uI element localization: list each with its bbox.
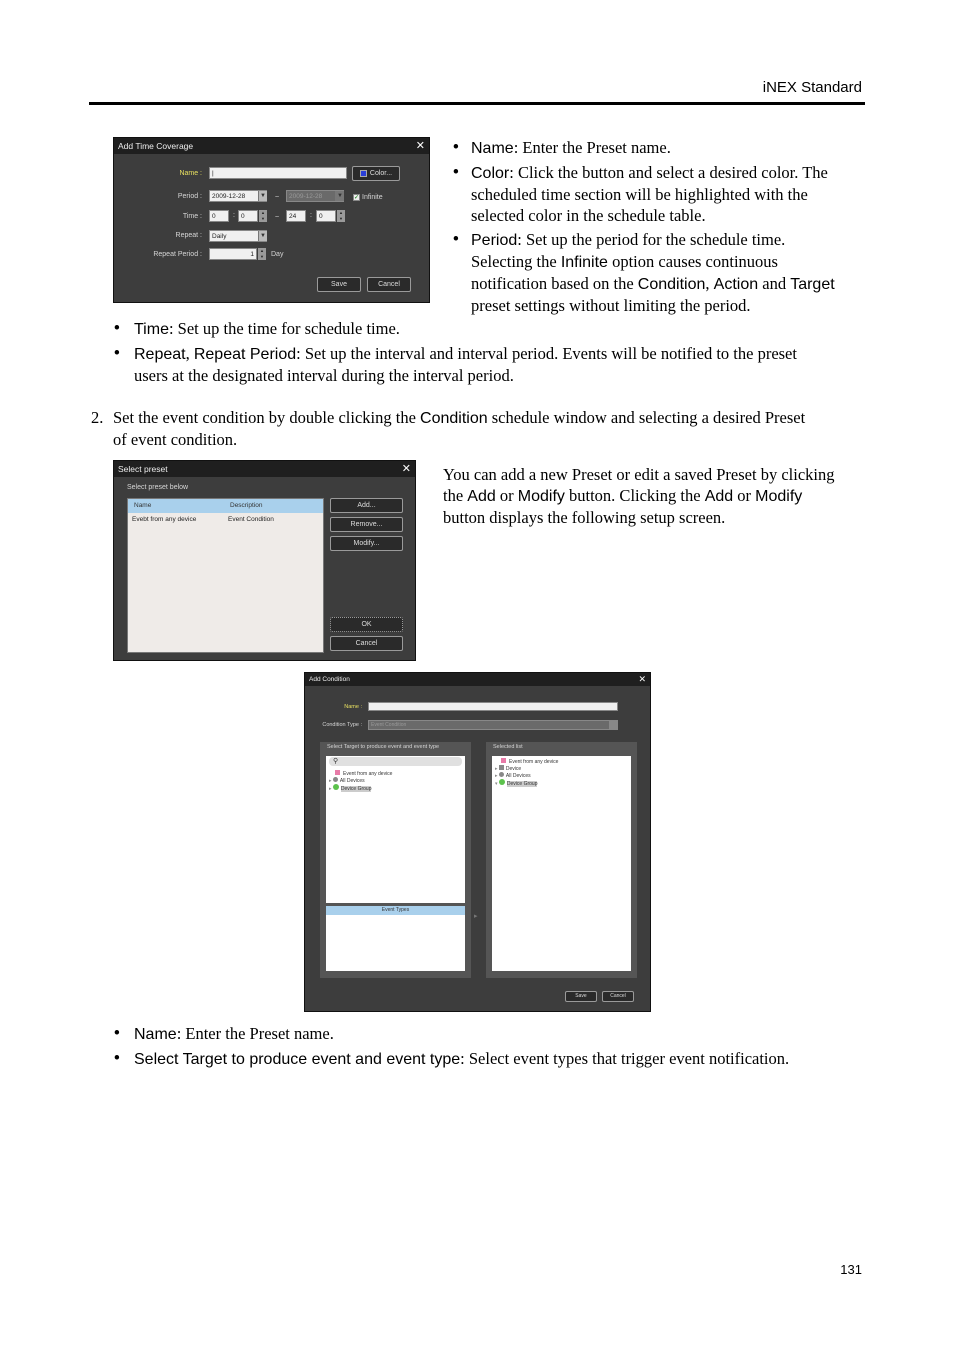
bullet-term: Time xyxy=(134,321,169,338)
device-icon xyxy=(499,765,504,770)
spinner-icon[interactable]: ▲ ▼ xyxy=(258,248,266,260)
preset-list-header xyxy=(128,499,323,513)
bullet-term: Name xyxy=(471,140,514,157)
bullet-text: : Select event types that trigger event notification. xyxy=(460,1049,790,1068)
tree-item-device[interactable] xyxy=(495,765,521,772)
ok-button[interactable]: OK xyxy=(330,617,403,632)
spinner-icon[interactable]: ▲ ▼ xyxy=(259,210,267,222)
col-desc-header[interactable]: Description xyxy=(230,502,263,509)
expand-icon[interactable]: ▸ xyxy=(495,773,499,779)
tree-label: Event from any device xyxy=(509,759,559,765)
cancel-button[interactable]: Cancel xyxy=(367,277,411,292)
chevron-down-icon[interactable]: ▼ xyxy=(335,191,344,201)
infinite-checkbox[interactable]: ✓ xyxy=(354,195,360,201)
bullet-text: option causes continuous xyxy=(607,252,778,271)
preset-row-desc[interactable]: Event Condition xyxy=(228,516,274,523)
time-tilde: ~ xyxy=(274,214,280,221)
time-end-hour[interactable]: 24 xyxy=(286,210,306,222)
expand-icon[interactable]: ▸ xyxy=(495,766,499,772)
step-text: of event condition. xyxy=(113,430,238,449)
spinner-icon[interactable]: ▲ ▼ xyxy=(337,210,345,222)
bullet-text: notification based on the xyxy=(471,274,638,293)
add-time-coverage-dialog xyxy=(113,137,430,303)
bullet-select-target xyxy=(114,1048,790,1070)
modify-button[interactable]: Modify... xyxy=(330,536,403,551)
period-tilde: ~ xyxy=(274,194,280,201)
step-2-text xyxy=(113,407,865,450)
bullet-text: preset settings without limiting the period. xyxy=(471,296,751,315)
time-start-minute[interactable]: 0 xyxy=(238,210,258,222)
cancel-button[interactable]: Cancel xyxy=(330,636,403,651)
color-swatch-icon xyxy=(360,170,367,177)
event-icon xyxy=(335,770,340,775)
name-input[interactable]: | xyxy=(209,167,347,179)
time-end-minute[interactable]: 0 xyxy=(316,210,336,222)
keyword: Modify xyxy=(755,488,803,505)
group-icon xyxy=(499,779,505,785)
selected-tree[interactable] xyxy=(492,756,631,971)
expand-icon[interactable]: ▸ xyxy=(329,786,333,792)
bullet-term: Color xyxy=(471,165,510,182)
bullet-text: users at the designated interval during the interval period. xyxy=(134,366,514,385)
bullet-dot: • xyxy=(453,163,459,181)
event-types-list[interactable] xyxy=(326,906,465,971)
bullet-text: selected color in the schedule table. xyxy=(471,206,706,225)
search-icon: ⚲ xyxy=(333,758,339,765)
name-label: Name : xyxy=(344,704,362,710)
dialog-title: Select preset xyxy=(114,461,415,477)
tree-label: Device xyxy=(505,766,522,772)
tree-label: All Devices xyxy=(339,778,365,784)
bullet-color xyxy=(453,162,865,226)
close-icon[interactable]: ✕ xyxy=(638,674,646,684)
bullet-term: Name xyxy=(134,1026,177,1043)
side-text: You can add a new Preset or edit a saved Preset by clicking xyxy=(443,465,835,484)
side-text: or xyxy=(495,486,518,505)
add-condition-dialog xyxy=(304,672,651,1012)
bullet-repeat xyxy=(114,343,866,386)
condition-type-select[interactable]: Event Condition xyxy=(368,720,618,730)
side-text: the xyxy=(443,486,468,505)
arrow-right-icon[interactable]: ▸ xyxy=(474,913,478,920)
cancel-button[interactable]: Cancel xyxy=(602,991,634,1002)
color-button-label: Color... xyxy=(369,170,393,177)
keyword: Target xyxy=(790,276,835,293)
keyword: Condition xyxy=(637,276,706,293)
col-name-header[interactable]: Name xyxy=(134,502,152,509)
tree-label: Device Group xyxy=(340,786,372,792)
color-button[interactable] xyxy=(352,166,400,181)
bullet-text: , xyxy=(705,274,714,293)
tree-item-all-devices[interactable] xyxy=(495,772,531,779)
save-button[interactable]: Save xyxy=(565,991,597,1002)
group-icon xyxy=(333,784,339,790)
header-title: iNEX Standard xyxy=(762,79,862,96)
repeat-label: Repeat : xyxy=(175,232,202,239)
preset-list[interactable] xyxy=(127,498,324,653)
keyword: Action xyxy=(713,276,759,293)
tree-label: Device Group xyxy=(506,781,538,787)
dialog-title: Add Condition xyxy=(305,673,650,686)
event-types-header: Event Types xyxy=(326,906,465,915)
save-button[interactable]: Save xyxy=(317,277,361,292)
period-end-input[interactable]: 2009-12-28 xyxy=(286,190,344,202)
bullet-term: Period xyxy=(471,232,518,249)
tree-item-device-group[interactable] xyxy=(329,784,371,792)
step-text: schedule window and selecting a desired Preset xyxy=(487,408,806,427)
tree-item-device-group[interactable] xyxy=(495,779,537,787)
expand-icon[interactable]: ▸ xyxy=(329,778,333,784)
selected-panel xyxy=(486,742,637,978)
bullet-text: : Enter the Preset name. xyxy=(513,138,671,157)
side-text: button displays the following setup screen. xyxy=(443,508,726,527)
time-start-hour[interactable]: 0 xyxy=(209,210,229,222)
day-label: Day xyxy=(271,251,284,258)
target-panel xyxy=(320,742,471,978)
page-number: 131 xyxy=(840,1262,862,1277)
devices-icon xyxy=(333,777,338,782)
period-start-input[interactable]: 2009-12-28 xyxy=(209,190,267,202)
collapse-icon[interactable]: ▾ xyxy=(495,781,499,787)
add-button[interactable]: Add... xyxy=(330,498,403,513)
close-icon[interactable]: ✕ xyxy=(401,463,411,475)
time-label: Time : xyxy=(182,213,202,220)
bullet-text: scheduled time section will be highlighted with the xyxy=(471,185,808,204)
event-icon xyxy=(501,758,506,763)
bullet-text: : Set up the period for the schedule time. xyxy=(517,230,786,249)
bullet-text: , xyxy=(185,344,194,363)
infinite-label: Infinite xyxy=(362,194,383,201)
repeat-select[interactable]: Daily xyxy=(209,230,267,242)
select-preset-dialog xyxy=(113,460,416,661)
keyword: Add xyxy=(704,488,734,505)
bullet-dot: • xyxy=(114,344,120,362)
chevron-down-icon[interactable]: ▼ xyxy=(258,231,267,241)
name-input[interactable] xyxy=(368,702,618,711)
bullet-text: : Enter the Preset name. xyxy=(176,1024,334,1043)
bullet-period xyxy=(453,229,865,316)
bullet-dot: • xyxy=(114,1024,120,1042)
step-text: Set the event condition by double clicking the xyxy=(113,408,421,427)
bullet-text: : Set up the interval and interval period. Events will be notified to the preset xyxy=(296,344,797,363)
bullet-name-2 xyxy=(114,1023,334,1045)
bullet-time xyxy=(114,318,400,340)
tree-item-event[interactable] xyxy=(335,770,392,777)
tree-item-event[interactable] xyxy=(501,758,558,765)
keyword: Condition xyxy=(420,410,488,427)
bullet-text: and xyxy=(758,274,791,293)
header-rule xyxy=(89,102,865,105)
bullet-text: Selecting the xyxy=(471,252,561,271)
bullet-term: Select Target to produce event and event type xyxy=(134,1051,461,1068)
step-2-number: 2. xyxy=(91,408,104,427)
chevron-down-icon[interactable] xyxy=(609,721,618,729)
side-paragraph xyxy=(443,464,867,528)
time-colon: : xyxy=(310,212,312,219)
chevron-down-icon[interactable]: ▼ xyxy=(258,191,267,201)
bullet-term: Repeat Period xyxy=(193,346,297,363)
target-panel-title: Select Target to produce event and event type xyxy=(327,744,440,750)
close-icon[interactable]: ✕ xyxy=(415,140,425,152)
tree-search-input[interactable] xyxy=(329,757,462,766)
preset-row-name[interactable]: Evebt from any device xyxy=(132,516,197,523)
tree-item-all-devices[interactable] xyxy=(329,777,365,784)
keyword: Add xyxy=(467,488,496,505)
condition-type-label: Condition Type : xyxy=(322,722,362,728)
keyword: Modify xyxy=(517,488,565,505)
remove-button[interactable]: Remove... xyxy=(330,517,403,532)
target-tree[interactable] xyxy=(326,756,465,903)
bullet-dot: • xyxy=(114,319,120,337)
keyword: Infinite xyxy=(560,254,608,271)
bullet-term: Repeat xyxy=(134,346,186,363)
bullet-name xyxy=(453,137,671,159)
side-text: or xyxy=(733,486,756,505)
preset-subtitle: Select preset below xyxy=(127,484,189,491)
tree-label: All Devices xyxy=(505,773,531,779)
bullet-dot: • xyxy=(453,138,459,156)
side-text: button. Clicking the xyxy=(564,486,705,505)
tree-label: Event from any device xyxy=(343,771,393,777)
bullet-dot: • xyxy=(114,1049,120,1067)
name-label: Name : xyxy=(179,170,202,177)
dialog-title: Add Time Coverage xyxy=(114,138,429,154)
bullet-dot: • xyxy=(453,230,459,248)
bullet-text: : Set up the time for schedule time. xyxy=(168,319,400,338)
devices-icon xyxy=(499,772,504,777)
bullet-text: : Click the button and select a desired color. The xyxy=(509,163,828,182)
repeat-period-input[interactable]: 1 xyxy=(209,248,257,260)
time-colon: : xyxy=(233,212,235,219)
selected-panel-title: Selected list xyxy=(493,744,523,750)
repeat-period-label: Repeat Period : xyxy=(153,251,202,258)
period-label: Period : xyxy=(177,193,202,200)
